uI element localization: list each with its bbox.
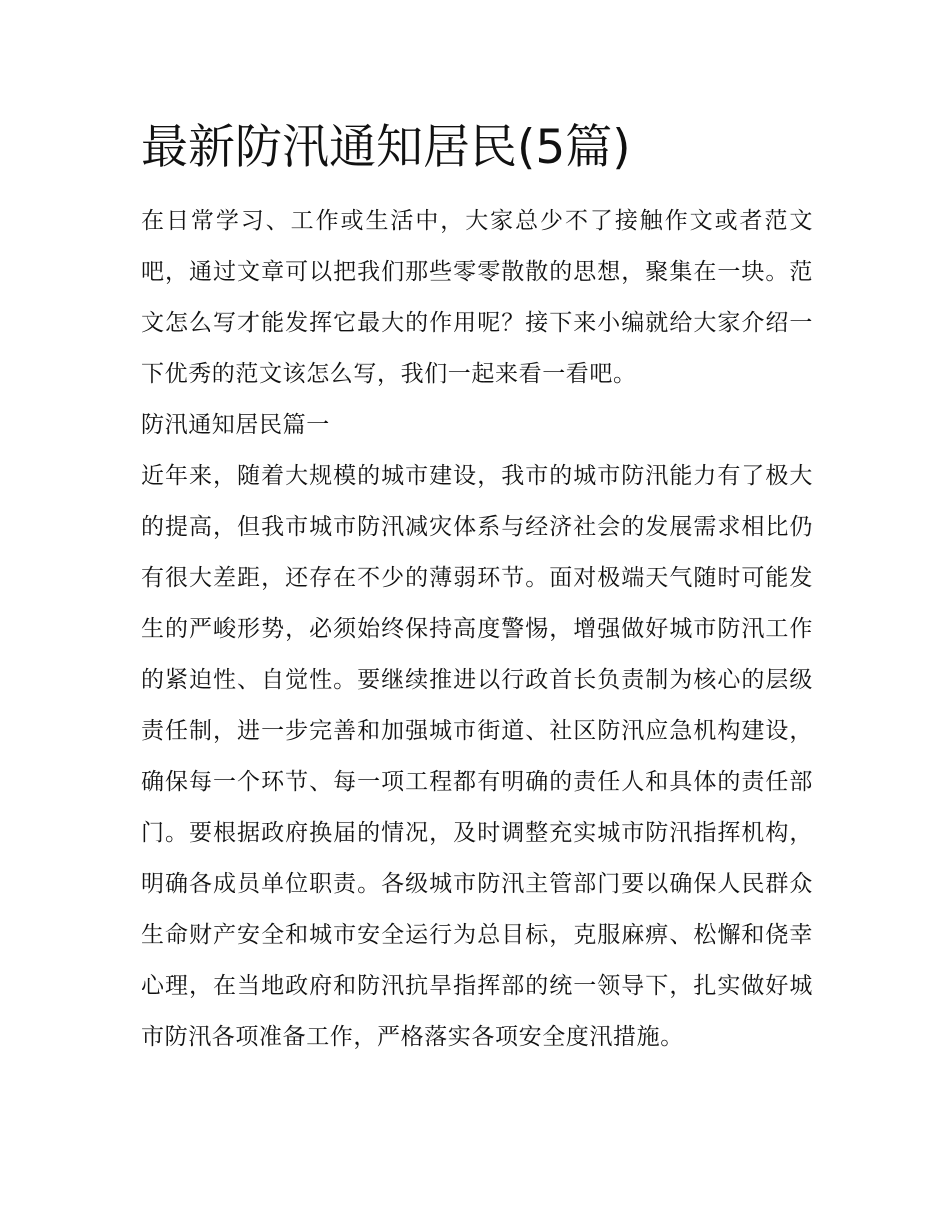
document-content: [141, 112, 813, 1063]
section-body-paragraph: 近年来，随着大规模的城市建设，我市的城市防汛能力有了极大的提高，但我市城市防汛减灾体系与经济社会的发展需求相比仍有很大差距，还存在不少的薄弱环节。面对极端天气随时可能发生的严峻形势，必须始终保持高度警惕，增强做好城市防汛工作的紧迫性、自觉性。要继续推进以行政首长负责制为核心的层级责任制，进一步完善和加强城市街道、社区防汛应急机构建设，确保每一个环节、每一项工程都有明确的责任人和具体的责任部门。要根据政府换届的情况，及时调整充实城市防汛指挥机构，明确各成员单位职责。各级城市防汛主管部门要以确保人民群众生命财产安全和城市安全运行为总目标，克服麻痹、松懈和侥幸心理，在当地政府和防汛抗旱指挥部的统一领导下，扎实做好城市防汛各项准备工作，严格落实各项安全度汛措施。: [141, 463, 813, 1050]
document-title: 最新防汛通知居民(5篇): [141, 120, 631, 175]
intro-paragraph: 在日常学习、工作或生活中，大家总少不了接触作文或者范文吧，通过文章可以把我们那些零零散散的思想，聚集在一块。范文怎么写才能发挥它最大的作用呢？接下来小编就给大家介绍一下优秀的范文该怎么写，我们一起来看一看吧。: [141, 208, 813, 387]
section-heading: 防汛通知居民篇一: [141, 412, 330, 438]
